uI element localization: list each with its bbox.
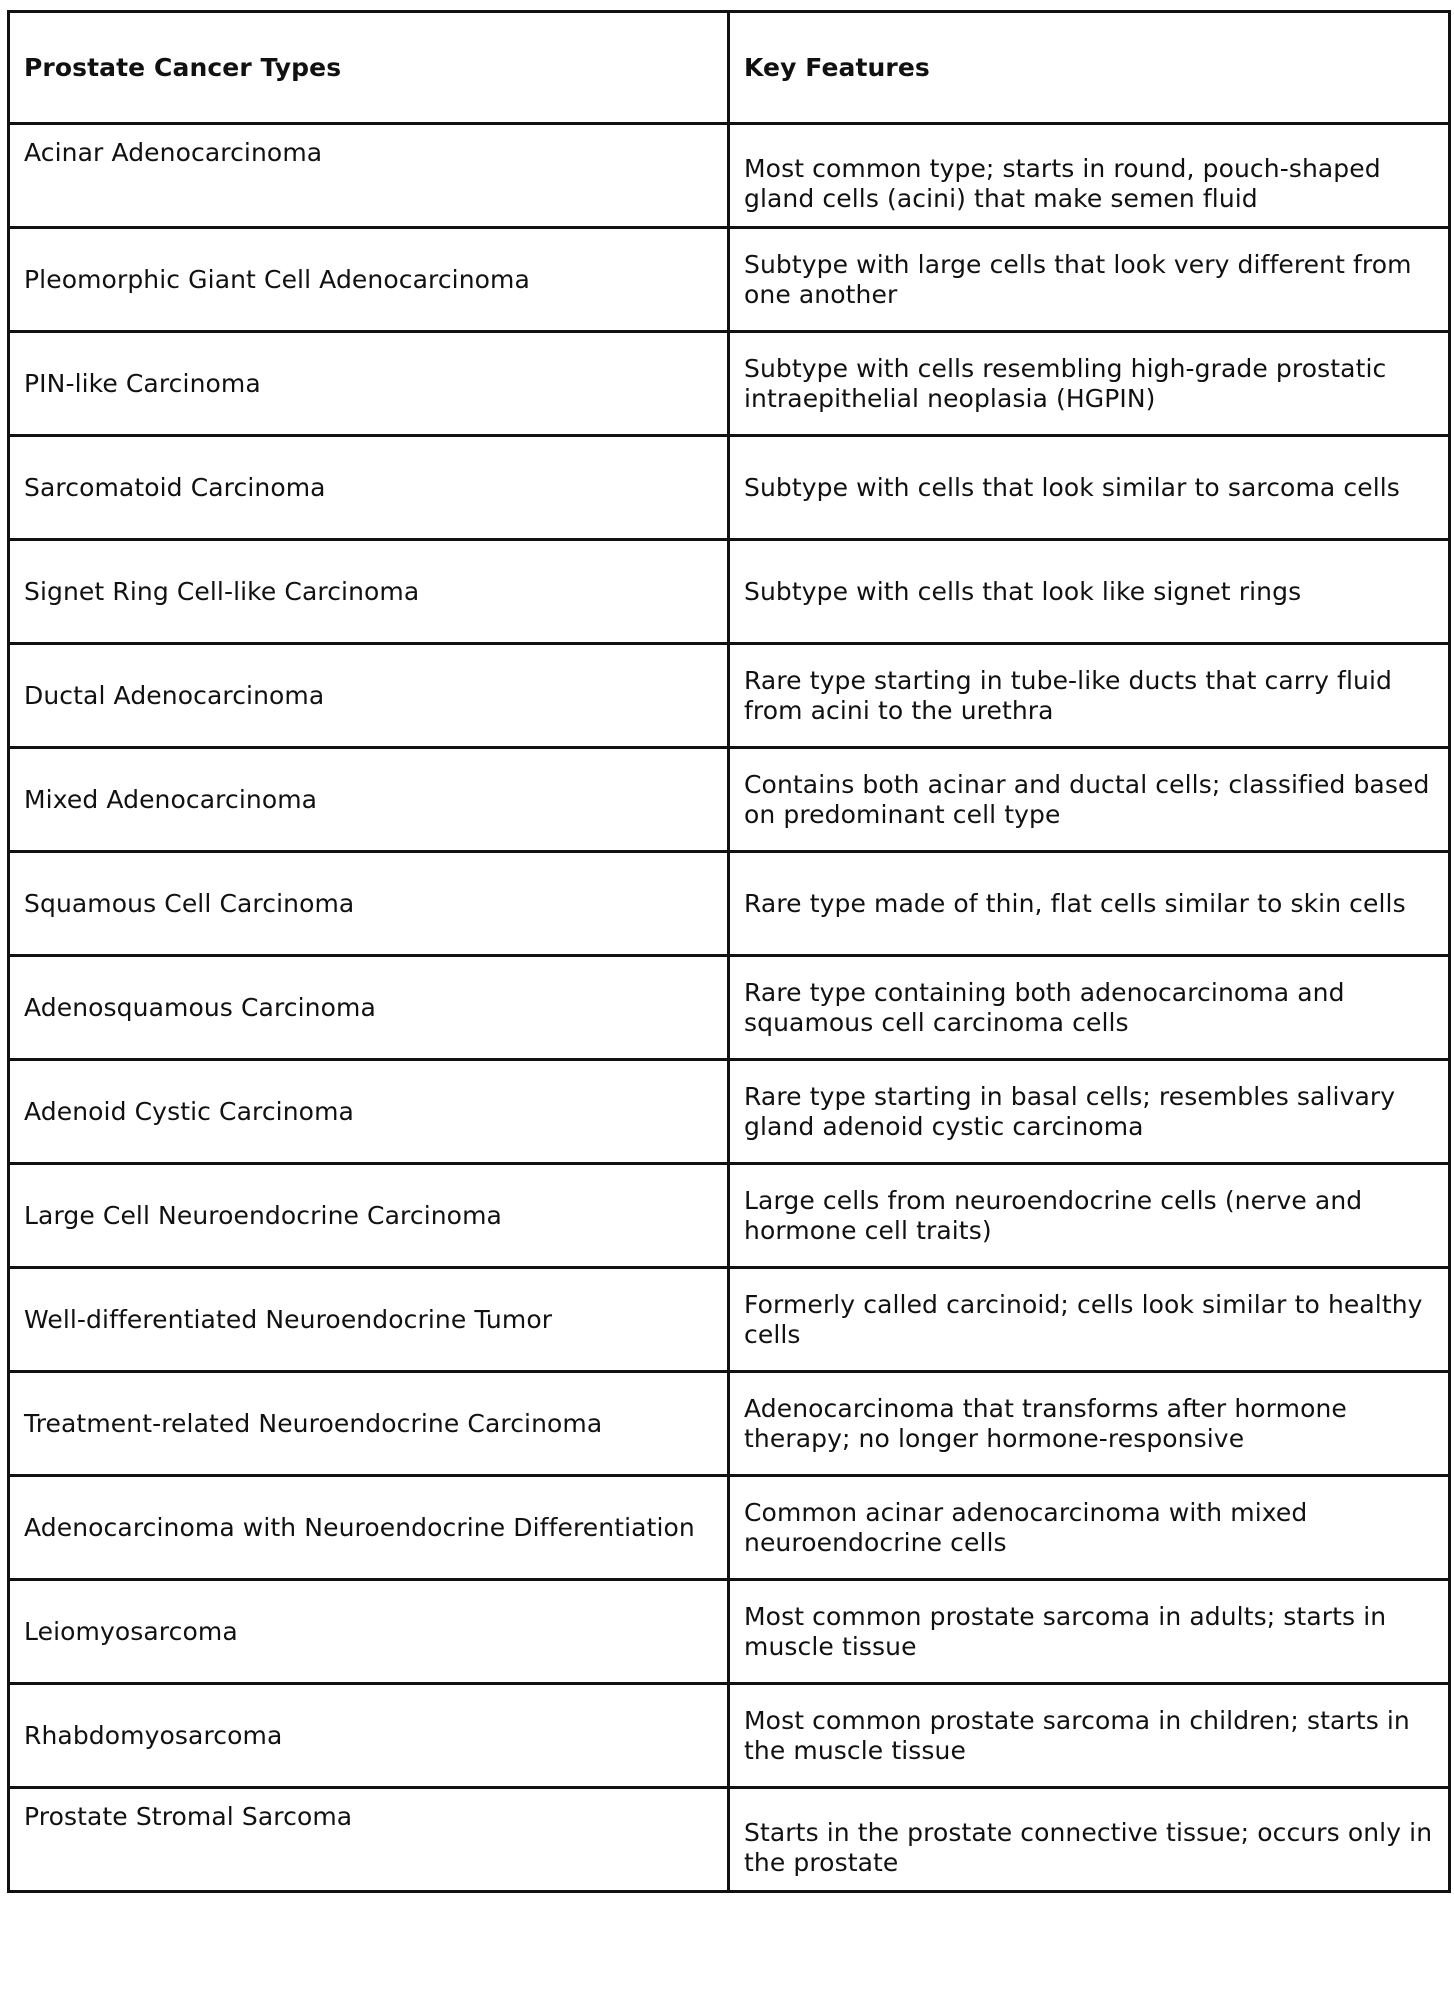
key-features-cell: Rare type containing both adenocarcinoma and squamous cell carcinoma cells: [729, 956, 1450, 1060]
key-features-cell: Formerly called carcinoid; cells look similar to healthy cells: [729, 1268, 1450, 1372]
key-features-cell: Large cells from neuroendocrine cells (nerve and hormone cell traits): [729, 1164, 1450, 1268]
cancer-type-cell: Large Cell Neuroendocrine Carcinoma: [9, 1164, 729, 1268]
header-cancer-types: Prostate Cancer Types: [9, 12, 729, 124]
key-features-cell: Rare type starting in basal cells; resembles salivary gland adenoid cystic carcinoma: [729, 1060, 1450, 1164]
table-row: [9, 852, 1450, 956]
key-features-cell: Contains both acinar and ductal cells; classified based on predominant cell type: [729, 748, 1450, 852]
header-key-features: Key Features: [729, 12, 1450, 124]
table-row: [9, 1060, 1450, 1164]
cancer-type-cell: Rhabdomyosarcoma: [9, 1684, 729, 1788]
cancer-type-cell: PIN-like Carcinoma: [9, 332, 729, 436]
key-features-cell: Most common prostate sarcoma in children; starts in the muscle tissue: [729, 1684, 1450, 1788]
key-features-cell: Subtype with cells that look like signet rings: [729, 540, 1450, 644]
cancer-type-cell: Leiomyosarcoma: [9, 1580, 729, 1684]
key-features-cell: Starts in the prostate connective tissue; occurs only in the prostate: [729, 1788, 1450, 1892]
cancer-type-cell: Squamous Cell Carcinoma: [9, 852, 729, 956]
prostate-cancer-table: [7, 10, 1451, 1893]
key-features-cell: Most common type; starts in round, pouch-shaped gland cells (acini) that make semen fluid: [729, 124, 1450, 228]
cancer-type-cell: Adenosquamous Carcinoma: [9, 956, 729, 1060]
key-features-cell: Most common prostate sarcoma in adults; starts in muscle tissue: [729, 1580, 1450, 1684]
table-row: [9, 1164, 1450, 1268]
table-row: [9, 540, 1450, 644]
table-row: [9, 956, 1450, 1060]
table-row: [9, 228, 1450, 332]
table-row: [9, 124, 1450, 228]
key-features-cell: Adenocarcinoma that transforms after hormone therapy; no longer hormone-responsive: [729, 1372, 1450, 1476]
table-header-row: [9, 12, 1450, 124]
key-features-cell: Subtype with large cells that look very different from one another: [729, 228, 1450, 332]
table-row: [9, 1476, 1450, 1580]
table-row: [9, 1580, 1450, 1684]
cancer-type-cell: Signet Ring Cell-like Carcinoma: [9, 540, 729, 644]
cancer-type-cell: Adenocarcinoma with Neuroendocrine Differentiation: [9, 1476, 729, 1580]
cancer-type-cell: Pleomorphic Giant Cell Adenocarcinoma: [9, 228, 729, 332]
key-features-cell: Rare type starting in tube-like ducts that carry fluid from acini to the urethra: [729, 644, 1450, 748]
key-features-cell: Common acinar adenocarcinoma with mixed neuroendocrine cells: [729, 1476, 1450, 1580]
table-row: [9, 332, 1450, 436]
cancer-type-cell: Prostate Stromal Sarcoma: [9, 1788, 729, 1892]
key-features-cell: Rare type made of thin, flat cells similar to skin cells: [729, 852, 1450, 956]
cancer-type-cell: Adenoid Cystic Carcinoma: [9, 1060, 729, 1164]
key-features-cell: Subtype with cells that look similar to sarcoma cells: [729, 436, 1450, 540]
table-row: [9, 1684, 1450, 1788]
table-row: [9, 1372, 1450, 1476]
cancer-type-cell: Mixed Adenocarcinoma: [9, 748, 729, 852]
table-row: [9, 1788, 1450, 1892]
table-row: [9, 644, 1450, 748]
cancer-type-cell: Ductal Adenocarcinoma: [9, 644, 729, 748]
cancer-type-cell: Treatment-related Neuroendocrine Carcinoma: [9, 1372, 729, 1476]
key-features-cell: Subtype with cells resembling high-grade prostatic intraepithelial neoplasia (HGPIN): [729, 332, 1450, 436]
cancer-type-cell: Well-differentiated Neuroendocrine Tumor: [9, 1268, 729, 1372]
cancer-type-cell: Acinar Adenocarcinoma: [9, 124, 729, 228]
table-row: [9, 1268, 1450, 1372]
table-row: [9, 436, 1450, 540]
cancer-type-cell: Sarcomatoid Carcinoma: [9, 436, 729, 540]
table-row: [9, 748, 1450, 852]
